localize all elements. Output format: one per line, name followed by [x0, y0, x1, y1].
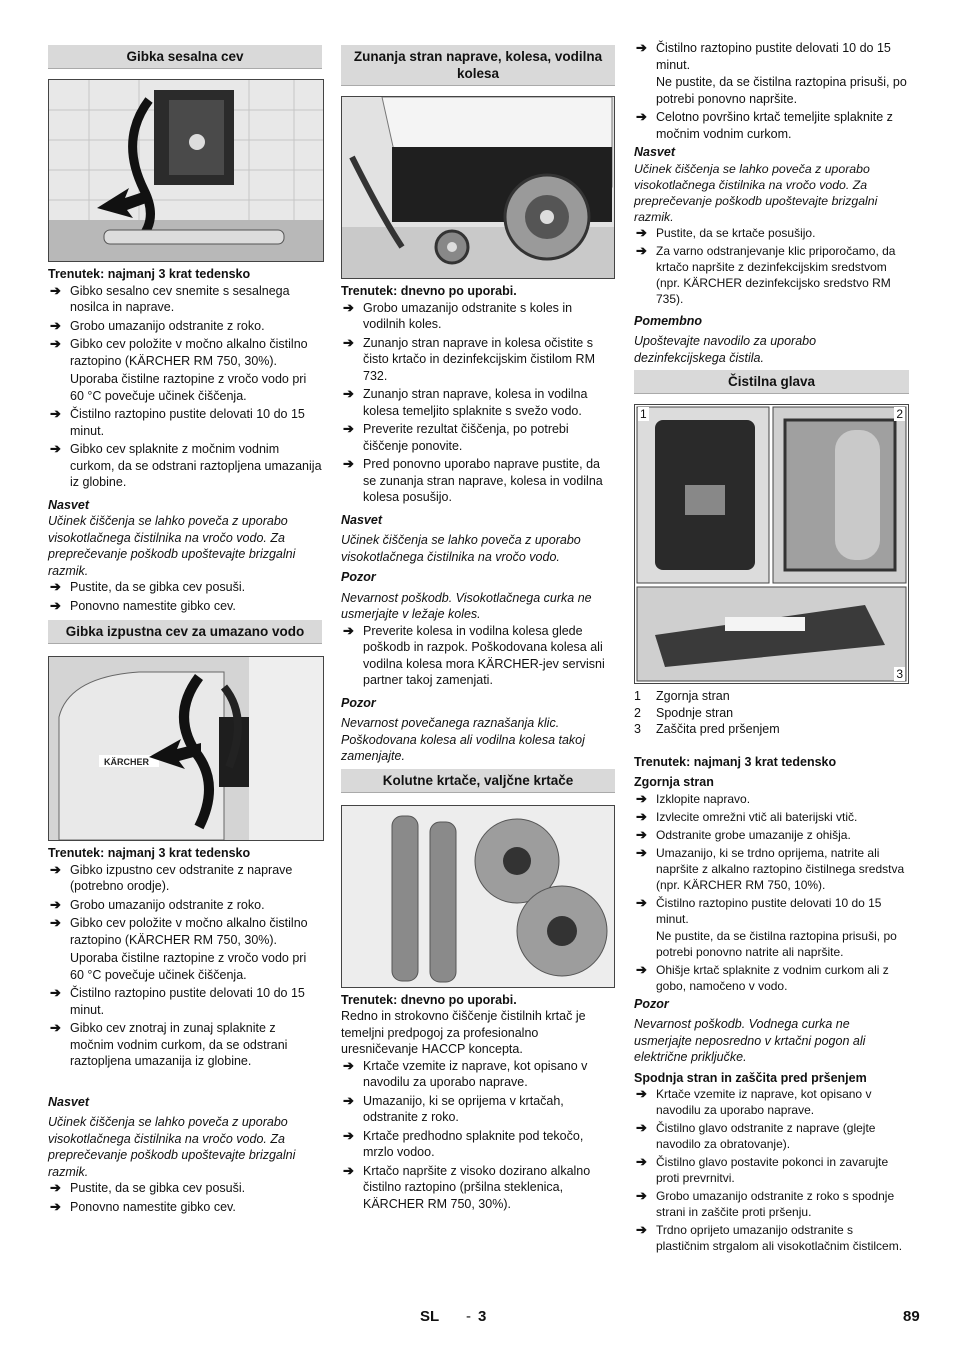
- arrow-icon: ➔: [50, 336, 61, 351]
- column-2: [341, 40, 615, 1214]
- arrow-icon: ➔: [50, 317, 61, 333]
- subheading-underside: Spodnja stran in zaščita pred pršenjem: [634, 1070, 867, 1085]
- photo-wheels: [341, 96, 615, 279]
- arrow-icon: ➔: [343, 622, 354, 638]
- list-item: ➔ Celotno površino krtač temeljite splaknite z močnim vodnim curkom.: [636, 109, 893, 141]
- arrow-icon: ➔: [50, 406, 61, 421]
- list-item: ➔ Grobo umazanijo odstranite z roko.: [50, 896, 265, 912]
- subheading-top-side: Zgornja stran: [634, 775, 714, 789]
- arrow-icon: ➔: [636, 844, 647, 860]
- tip-text: Učinek čiščenja se lahko poveča z uporabo visokotlačnega čistilnika na vročo vodo.: [341, 533, 581, 564]
- list-item: ➔ Pustite, da se gibka cev posuši.: [50, 1180, 246, 1195]
- tip-heading: Nasvet: [48, 1094, 89, 1109]
- arrow-icon: ➔: [50, 1180, 61, 1195]
- arrow-icon: ➔: [636, 242, 647, 258]
- arrow-icon: ➔: [636, 961, 647, 977]
- instruction-list: [341, 300, 615, 506]
- photo-drain-hose: [48, 656, 324, 841]
- list-item: ➔ Čistilno glavo postavite pokonci in zavarujte proti prevrnitvi.: [636, 1154, 889, 1185]
- arrow-icon: ➔: [636, 1222, 647, 1237]
- caution-text: Nevarnost povečanega raznašanja klic. Poškodovana kolesa ali vodilna kolesa takoj zamenjajte.: [341, 716, 585, 763]
- list-item: ➔ Umazanijo, ki se oprijema v krtačah, odstranite z roko.: [343, 1092, 564, 1124]
- list-item: ➔ Krtačo napršite z visoko dozirano alkalno čistilno raztopino (pršilna steklenica, KÄRCHER RM 750, 30%).: [343, 1162, 591, 1211]
- instruction-list: [634, 40, 909, 142]
- caution-heading: Pozor: [634, 996, 669, 1011]
- arrow-icon: ➔: [50, 441, 61, 456]
- caution-text: Nevarnost poškodb. Visokotlačnega curka ne usmerjajte v ležaje koles.: [341, 590, 592, 621]
- list-item: ➔ Preverite rezultat čiščenja, po potrebi čiščenje ponovite.: [343, 421, 569, 453]
- arrow-icon: ➔: [343, 1127, 354, 1143]
- arrow-icon: ➔: [343, 386, 354, 401]
- image-label-1: 1: [640, 407, 647, 421]
- tip-heading: Nasvet: [341, 512, 382, 527]
- arrow-icon: ➔: [50, 1020, 61, 1035]
- important-heading: Pomembno: [634, 313, 703, 328]
- svg-text:KÄRCHER: KÄRCHER: [104, 757, 149, 767]
- list-item: ➔ Gibko cev splaknite z močnim vodnim curkom, da se odstrani raztopljena umazanija iz globine.: [50, 441, 322, 489]
- list-item: ➔ Izklopite napravo.: [636, 790, 751, 806]
- list-item: ➔ Pustite, da se krtače posušijo.: [636, 224, 816, 240]
- list-item: ➔ Trdno oprijeto umazanijo odstranite s plastičnim strgalom ali visokotlačnim čistilcem.: [636, 1222, 903, 1253]
- instruction-list: [634, 1086, 909, 1254]
- list-item: ➔ Grobo umazanijo odstranite z roko s spodnje strani in zaščite proti pršenju.: [636, 1188, 895, 1219]
- arrow-icon: ➔: [636, 894, 647, 910]
- section-title-cleaning-head: Čistilna glava: [634, 370, 909, 394]
- legend-item: 2 Spodnje stran: [634, 705, 734, 720]
- arrow-icon: ➔: [636, 790, 647, 806]
- list-item: ➔ Čistilno raztopino pustite delovati 10 do 15 minut. Ne pustite, da se čistilna raztopina prisuši, po potrebi ponovno napršite.: [634, 40, 909, 107]
- time-note: Trenutek: najmanj 3 krat tedensko: [48, 846, 251, 860]
- arrow-icon: ➔: [636, 224, 647, 240]
- info-text: Ne pustite, da se čistilna raztopina prisuši, po potrebi ponovno napršite.: [656, 75, 907, 106]
- time-note: Trenutek: najmanj 3 krat tedensko: [634, 754, 837, 769]
- info-text: Uporaba čistilne raztopine z vročo vodo pri 60 °C povečuje učinek čiščenja.: [70, 951, 307, 982]
- list-item: ➔ Gibko izpustno cev odstranite z naprave (potrebno orodje).: [50, 861, 293, 893]
- arrow-icon: ➔: [50, 896, 61, 912]
- arrow-icon: ➔: [50, 861, 61, 877]
- arrow-icon: ➔: [50, 985, 61, 1000]
- instruction-list: [48, 1180, 322, 1215]
- arrow-icon: ➔: [343, 299, 354, 315]
- tip-heading: Nasvet: [634, 145, 675, 159]
- arrow-icon: ➔: [50, 282, 61, 298]
- section-title-exterior-wheels: Zunanja stran naprave, kolesa, vodilna kolesa: [341, 45, 615, 86]
- arrow-icon: ➔: [636, 826, 647, 842]
- page-number: 89: [903, 1308, 920, 1325]
- list-item: ➔ Umazanijo, ki se trdno oprijema, natrite ali napršite z alkalno raztopino čistilnega sredstva (npr. KÄRCHER RM 750, 10%).: [636, 844, 905, 892]
- section-title-suction-hose: Gibka sesalna cev: [48, 45, 322, 69]
- arrow-icon: ➔: [343, 1057, 354, 1073]
- instruction-list: [341, 1058, 615, 1213]
- column-3: [634, 40, 909, 1256]
- list-item: ➔ Preverite kolesa in vodilna kolesa glede poškodb in razpok. Poškodovana kolesa ali vodilna kolesa mora KÄRCHER-jev servisni partner takoj zamenjati.: [343, 622, 605, 687]
- list-item: ➔ Gibko sesalno cev snemite s sesalnega nosilca in naprave.: [50, 282, 290, 314]
- list-item: ➔ Čistilno raztopino pustite delovati 10 do 15 minut.: [50, 406, 305, 438]
- list-item: ➔ Izvlecite omrežni vtič ali baterijski vtič.: [636, 808, 858, 824]
- photo-cleaning-head: [634, 404, 909, 684]
- instruction-list: [48, 283, 322, 370]
- arrow-icon: ➔: [50, 915, 61, 930]
- list-item: ➔ Ohišje krtač splaknite z vodnim curkom ali z gobo, namočeno v vodo.: [636, 961, 889, 993]
- arrow-icon: ➔: [636, 40, 647, 55]
- caution-heading: Pozor: [341, 570, 376, 584]
- arrow-icon: ➔: [343, 1092, 354, 1108]
- tip-text: Učinek čiščenja se lahko poveča z uporabo visokotlačnega čistilnika na vročo vodo. Za preprečevanje poškodb upoštevajte brizgalni razmik.: [48, 1115, 296, 1179]
- info-text: Ne pustite, da se čistilna raztopina prisuši, po potrebi ponovno natrite ali napršite.: [656, 928, 897, 959]
- list-item: ➔ Odstranite grobe umazanije z ohišja.: [636, 826, 851, 842]
- tip-heading: Nasvet: [48, 497, 89, 512]
- tip-text: Učinek čiščenja se lahko poveča z uporabo visokotlačnega čistilnika na vročo vodo. Za preprečevanje poškodb upoštevajte brizgalni razmik.: [634, 161, 878, 224]
- tip-text: Učinek čiščenja se lahko poveča z uporabo visokotlačnega čistilnika na vročo vodo. Za preprečevanje poškodb upoštevajte brizgalni razmik.: [48, 514, 296, 578]
- legend-item: 1 Zgornja stran: [634, 689, 730, 703]
- arrow-icon: ➔: [50, 579, 61, 594]
- list-item: ➔ Pred ponovno uporabo naprave pustite, da se zunanja stran naprave, kolesa in vodilna kolesa posušijo.: [343, 456, 603, 504]
- arrow-icon: ➔: [636, 1086, 647, 1101]
- instruction-list: [48, 579, 322, 614]
- instruction-list: [48, 862, 322, 949]
- arrow-icon: ➔: [636, 1154, 647, 1169]
- arrow-icon: ➔: [50, 1198, 61, 1214]
- instruction-list: [341, 623, 615, 689]
- photo-brushes: [341, 805, 615, 988]
- arrow-icon: ➔: [636, 1120, 647, 1135]
- arrow-icon: ➔: [343, 421, 354, 436]
- footer-dash: -: [466, 1308, 471, 1325]
- list-item: ➔ Gibko cev položite v močno alkalno čistilno raztopino (KÄRCHER RM 750, 30%).: [50, 336, 308, 368]
- caution-text: Nevarnost poškodb. Vodnega curka ne usmerjajte neposredno v krtačni pogon ali električne priključke.: [634, 1017, 866, 1064]
- arrow-icon: ➔: [343, 1162, 354, 1178]
- legend-item: 3 Zaščita pred pršenjem: [634, 722, 780, 736]
- list-item: ➔ Čistilno glavo odstranite z naprave (glejte navodilo za obratovanje).: [636, 1120, 876, 1151]
- instruction-list: [48, 406, 322, 491]
- list-item: ➔ Čistilno raztopino pustite delovati 10 do 15 minut. Ne pustite, da se čistilna raztopina prisuši, po potrebi ponovno natrite ali napršite.: [634, 895, 909, 960]
- list-item: ➔ Čistilno raztopino pustite delovati 10 do 15 minut.: [50, 985, 305, 1017]
- info-text: Uporaba čistilne raztopine z vročo vodo pri 60 °C povečuje učinek čiščenja.: [70, 372, 307, 403]
- caution-heading: Pozor: [341, 695, 376, 710]
- instruction-list: [48, 985, 322, 1070]
- time-note: Trenutek: dnevno po uporabi.: [341, 992, 517, 1007]
- list-item: ➔ Ponovno namestite gibko cev.: [50, 1198, 236, 1214]
- list-item: ➔ Grobo umazanijo odstranite z roko.: [50, 317, 265, 333]
- arrow-icon: ➔: [636, 808, 647, 824]
- time-note: Trenutek: dnevno po uporabi.: [341, 284, 517, 298]
- instruction-list: [634, 225, 909, 307]
- list-item: ➔ Pustite, da se gibka cev posuši.: [50, 579, 246, 594]
- legend-list: [634, 688, 909, 738]
- image-label-3: 3: [896, 667, 903, 681]
- body-text: Redno in strokovno čiščenje čistilnih krtač je temeljni predpogoj za profesionalno uresničevanje HACCP koncepta.: [341, 1009, 586, 1056]
- arrow-icon: ➔: [343, 456, 354, 471]
- list-item: ➔ Gibko cev položite v močno alkalno čistilno raztopino (KÄRCHER RM 750, 30%).: [50, 915, 308, 947]
- list-item: ➔ Krtače vzemite iz naprave, kot opisano v navodilu za uporabo naprave.: [343, 1057, 588, 1089]
- arrow-icon: ➔: [636, 1188, 647, 1203]
- image-label-2: 2: [896, 407, 903, 421]
- important-text: Upoštevajte navodilo za uporabo dezinfekcijskega čistila.: [634, 334, 817, 365]
- arrow-icon: ➔: [343, 334, 354, 350]
- section-title-drain-hose: Gibka izpustna cev za umazano vodo: [48, 620, 322, 644]
- list-item: ➔ Grobo umazanijo odstranite s koles in vodilnih koles.: [343, 299, 573, 331]
- footer-section-page: 3: [478, 1308, 487, 1325]
- list-item: ➔ Za varno odstranjevanje klic priporočamo, da krtačo napršite z dezinfekcijskim sredstvom (npr. KÄRCHER dezinfekcijsko sredstvo RM 735).: [636, 242, 896, 306]
- column-1: [48, 40, 322, 1217]
- photo-suction-hose: [48, 79, 324, 262]
- list-item: ➔ Gibko cev znotraj in zunaj splaknite z močnim vodnim curkom, da se odstrani raztopljena umazanija iz globine.: [50, 1020, 288, 1068]
- arrow-icon: ➔: [636, 109, 647, 124]
- list-item: ➔ Krtače vzemite iz naprave, kot opisano v navodilu za uporabo naprave.: [636, 1086, 872, 1117]
- section-title-brushes: Kolutne krtače, valjčne krtače: [341, 769, 615, 793]
- list-item: ➔ Zunanjo stran naprave, kolesa in vodilna kolesa temeljito splaknite s svežo vodo.: [343, 386, 588, 418]
- list-item: ➔ Ponovno namestite gibko cev.: [50, 597, 236, 613]
- list-item: ➔ Krtače predhodno splaknite pod tekočo, mrzlo vodoo.: [343, 1127, 584, 1159]
- footer-language: SL: [420, 1308, 440, 1325]
- time-note: Trenutek: najmanj 3 krat tedensko: [48, 267, 251, 281]
- instruction-list: [634, 791, 909, 994]
- arrow-icon: ➔: [50, 597, 61, 613]
- list-item: ➔ Zunanjo stran naprave in kolesa očistite s čisto krtačo in dezinfekcijskim čistilom RM 732.: [343, 334, 595, 383]
